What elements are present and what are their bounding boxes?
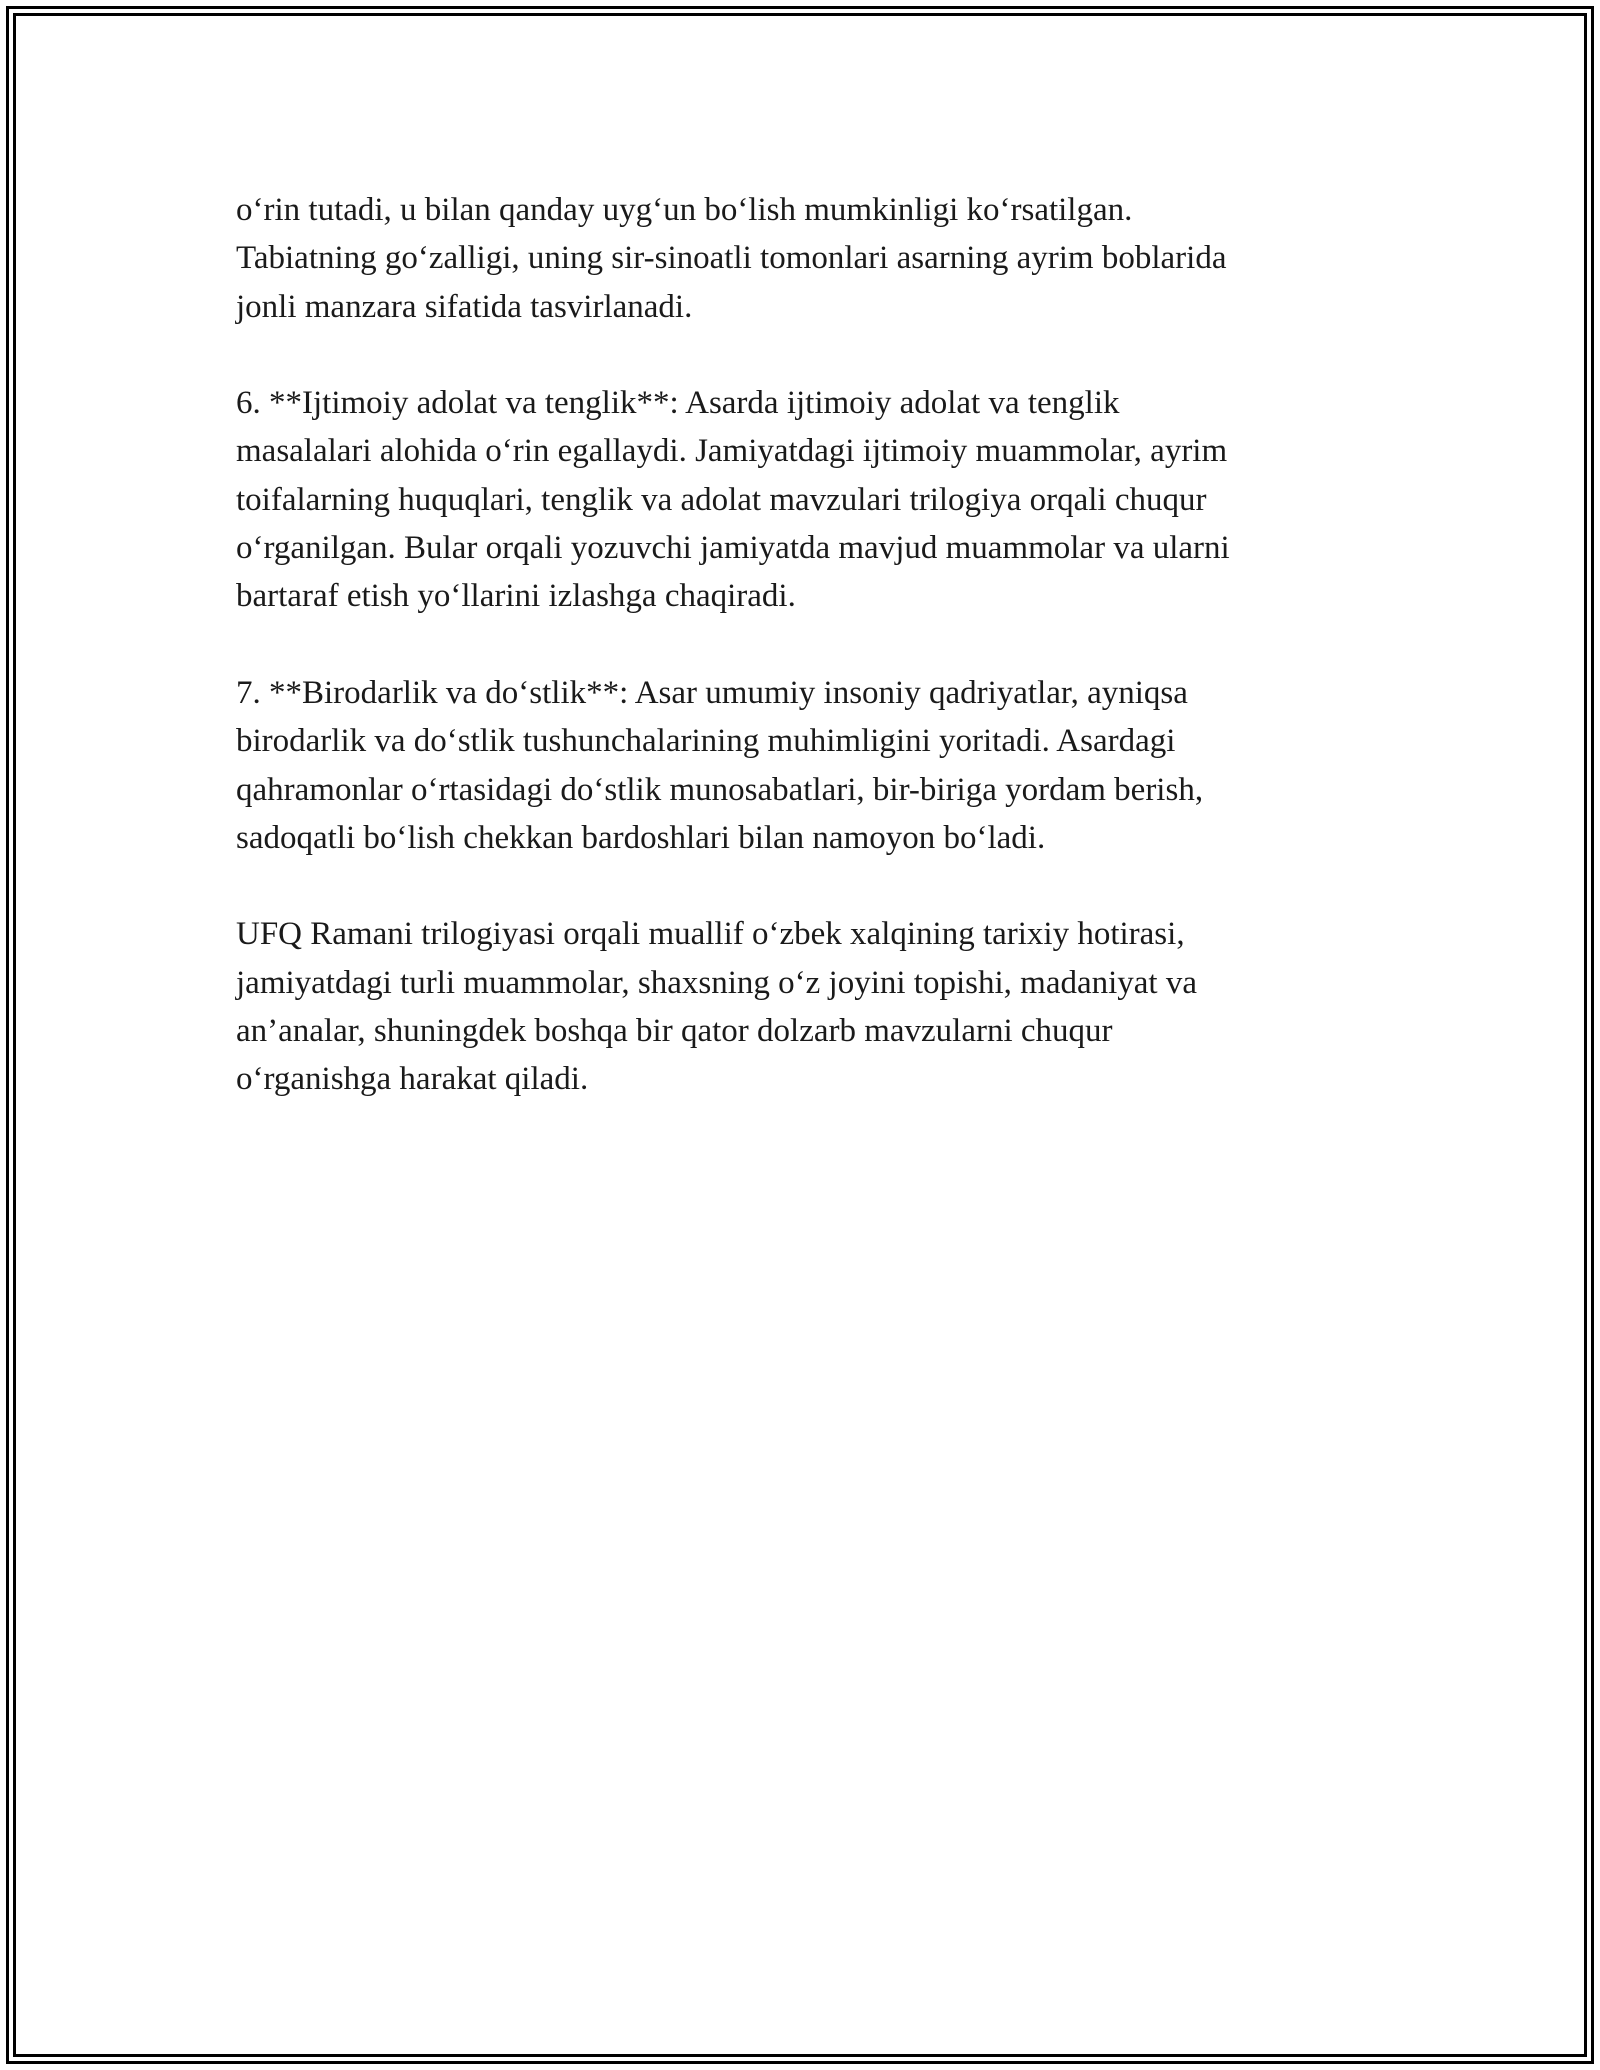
paragraph-conclusion: UFQ Ramani trilogiyasi orqali muallif o‘zbek xalqining tarixiy hotirasi, jamiyatdagi turli muammolar, shaxsning o‘z joyini topishi, madaniyat va an’analar, shuningdek boshqa bir qator dolzarb mavzularni chuqur o‘rganishga harakat qiladi. xyxy=(236,916,1197,1098)
paragraph-nature-continuation: o‘rin tutadi, u bilan qanday uyg‘un bo‘lish mumkinligi ko‘rsatilgan. Tabiatning go‘zalligi, uning sir-sinoatli tomonlari asarning ayrim boblarida jonli manzara sifatida tasvirlanadi. xyxy=(236,192,1227,325)
document-body xyxy=(236,186,1366,1152)
paragraph-social-justice: 6. **Ijtimoiy adolat va tenglik**: Asarda ijtimoiy adolat va tenglik masalalari alohida o‘rin egallaydi. Jamiyatdagi ijtimoiy muammolar, ayrim toifalarning huquqlari, tenglik va adolat mavzulari trilogiya orqali chuqur o‘rganilgan. Bular orqali yozuvchi jamiyatda mavjud muammolar va ularni bartaraf etish yo‘llarini izlashga chaqiradi. xyxy=(236,385,1230,615)
paragraph-brotherhood-friendship: 7. **Birodarlik va do‘stlik**: Asar umumiy insoniy qadriyatlar, ayniqsa birodarlik va do‘stlik tushunchalarining muhimligini yoritadi. Asardagi qahramonlar o‘rtasidagi do‘stlik munosabatlari, bir-biriga yordam berish, sadoqatli bo‘lish chekkan bardoshlari bilan namoyon bo‘ladi. xyxy=(236,674,1204,856)
